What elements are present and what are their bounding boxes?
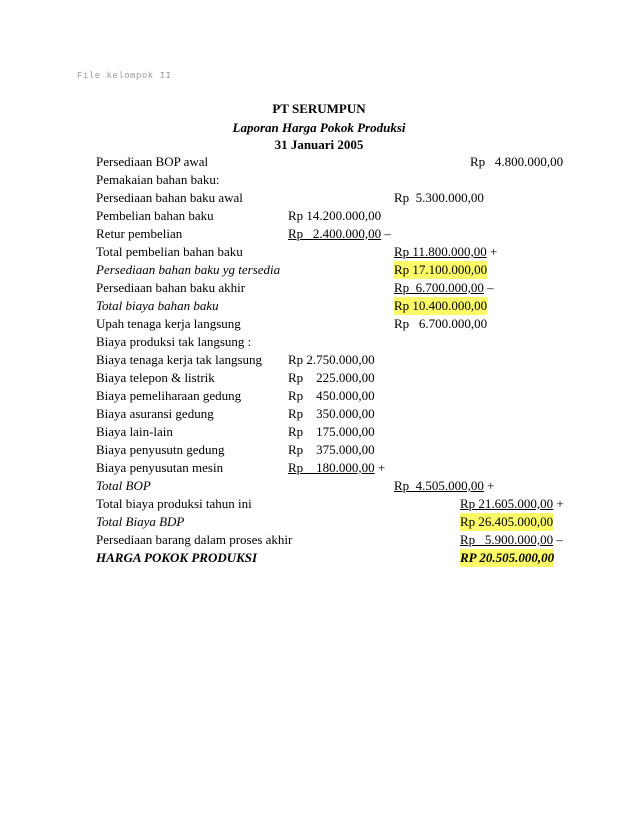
report-row: [0, 261, 638, 279]
operator-minus: –: [381, 226, 391, 241]
row-label: Pemakaian bahan baku:: [96, 172, 220, 187]
amount-col3-final: RP 20.505.000,00: [460, 550, 555, 565]
row-label: Persediaan bahan baku akhir: [96, 280, 246, 295]
report-row: [0, 441, 638, 459]
row-label-final: HARGA POKOK PRODUKSI: [96, 550, 258, 565]
amount-col1: Rp 350.000,00: [288, 406, 375, 421]
report-row: [0, 279, 638, 297]
operator-minus: –: [553, 532, 563, 547]
report-row: [0, 387, 638, 405]
row-label: Total biaya produksi tahun ini: [96, 496, 252, 511]
report-row: [0, 405, 638, 423]
amount-col1: Rp 225.000,00: [288, 370, 375, 385]
row-label: Biaya asuransi gedung: [96, 406, 214, 421]
operator-plus: +: [374, 460, 386, 475]
row-label: Persediaan bahan baku awal: [96, 190, 243, 205]
report-row: [0, 171, 638, 189]
amount-col1: Rp 175.000,00: [288, 424, 375, 439]
report-row: [0, 423, 638, 441]
report-row: [0, 153, 638, 171]
report-row: [0, 315, 638, 333]
amount-col2-highlighted: Rp 17.100.000,00: [394, 262, 488, 277]
report-row: [0, 351, 638, 369]
report-row: [0, 495, 638, 513]
row-label: Total biaya bahan baku: [96, 298, 219, 313]
report-title: Laporan Harga Pokok Produksi: [232, 120, 406, 135]
amount-col1: Rp 14.200.000,00: [288, 208, 382, 223]
amount-col3: Rp 5.900.000,00: [460, 532, 554, 547]
amount-col1: Rp 375.000,00: [288, 442, 375, 457]
amount-col2: Rp 5.300.000,00: [394, 190, 484, 205]
row-label: Biaya tenaga kerja tak langsung: [96, 352, 263, 367]
report-row: [0, 189, 638, 207]
amount-col3-highlighted: Rp 26.405.000,00: [460, 514, 554, 529]
row-label: Persediaan BOP awal: [96, 154, 209, 169]
amount-col2: Rp 6.700.000,00: [394, 316, 488, 331]
file-label: File kelompok II: [77, 71, 172, 81]
row-label: Biaya penyusutan mesin: [96, 460, 224, 475]
report-row: [0, 531, 638, 549]
operator-plus: +: [483, 478, 495, 493]
amount-col1: Rp 2.400.000,00: [288, 226, 382, 241]
row-label: Total Biaya BDP: [96, 514, 185, 529]
amount-col1: Rp 180.000,00: [288, 460, 375, 475]
amount-col3: Rp 4.800.000,00: [470, 154, 564, 169]
row-label: Persediaan barang dalam proses akhir: [96, 532, 293, 547]
row-label: Upah tenaga kerja langsung: [96, 316, 241, 331]
row-label: Biaya telepon & listrik: [96, 370, 215, 385]
amount-col2: Rp 6.700.000,00: [394, 280, 484, 295]
row-label: Persediaan bahan baku yg tersedia: [96, 262, 281, 277]
report-row: [0, 225, 638, 243]
report-row: [0, 369, 638, 387]
amount-col2-highlighted: Rp 10.400.000,00: [394, 298, 488, 313]
row-label: Pembelian bahan baku: [96, 208, 214, 223]
operator-plus: +: [486, 244, 498, 259]
row-label: Biaya penyusutn gedung: [96, 442, 225, 457]
amount-col2: Rp 4.505.000,00: [394, 478, 484, 493]
report-row: [0, 459, 638, 477]
amount-col2: Rp 11.800.000,00: [394, 244, 487, 259]
row-label: Biaya produksi tak langsung :: [96, 334, 252, 349]
company-title: PT SERUMPUN: [272, 101, 366, 116]
report-row: [0, 207, 638, 225]
row-label: Biaya pemeliharaan gedung: [96, 388, 242, 403]
report-date: 31 Januari 2005: [274, 137, 364, 152]
amount-col1: Rp 450.000,00: [288, 388, 375, 403]
amount-col1: Rp 2.750.000,00: [288, 352, 375, 367]
operator-plus: +: [553, 496, 564, 511]
operator-minus: –: [483, 280, 494, 295]
row-label: Retur pembelian: [96, 226, 183, 241]
row-label: Total BOP: [96, 478, 151, 493]
report-row: [0, 243, 638, 261]
row-label: Total pembelian bahan baku: [96, 244, 243, 259]
report-row: [0, 513, 638, 531]
row-label: Biaya lain-lain: [96, 424, 173, 439]
report-row: [0, 297, 638, 315]
report-row: [0, 477, 638, 495]
report-row: [0, 333, 638, 351]
report-row: [0, 549, 638, 567]
amount-col3: Rp 21.605.000,00: [460, 496, 554, 511]
